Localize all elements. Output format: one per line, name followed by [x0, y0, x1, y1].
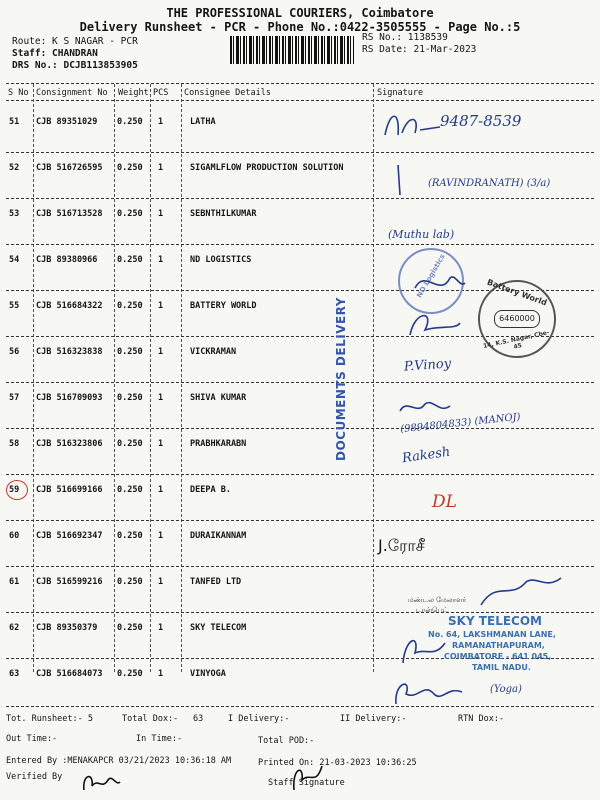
total-dox-label: Total Dox:-: [122, 714, 179, 724]
row-consignment: CJB 516599216: [36, 577, 103, 587]
row-consignee: SHIVA KUMAR: [190, 393, 247, 403]
route-label: Route: K S NAGAR - PCR: [12, 36, 138, 47]
row-weight: 0.250: [117, 577, 143, 587]
row-consignee: VICKRAMAN: [190, 347, 237, 357]
row-consignee: ND LOGISTICS: [190, 255, 252, 265]
signature-scribble: [400, 305, 470, 340]
row-weight: 0.250: [117, 301, 143, 311]
col-sno: S No: [8, 88, 29, 98]
row-consignment: CJB 516713528: [36, 209, 103, 219]
col-consignee: Consignee Details: [184, 88, 271, 98]
row-sno: 51: [9, 117, 20, 127]
row-consignee: TANFED LTD: [190, 577, 242, 587]
signature-scribble: [395, 396, 455, 420]
row-consignee: SKY TELECOM: [190, 623, 247, 633]
signature-scribble: [286, 760, 326, 796]
row-weight: 0.250: [117, 209, 143, 219]
row-consignment: CJB 89351029: [36, 117, 98, 127]
row-sno: 54: [9, 255, 20, 265]
row-sno: 63: [9, 669, 20, 679]
row-pcs: 1: [158, 485, 164, 495]
row-weight: 0.250: [117, 255, 143, 265]
handwritten-phone: 9487-8539: [440, 112, 522, 130]
row-sno: 60: [9, 531, 20, 541]
row-consignee: SIGAMLFLOW PRODUCTION SOLUTION: [190, 163, 344, 173]
handwritten-phone: (9894804833) (MANOJ): [399, 411, 522, 436]
signature-scribble: [476, 570, 566, 610]
signature-scribble: [388, 672, 468, 708]
ii-delivery: II Delivery:-: [340, 714, 407, 724]
row-weight: 0.250: [117, 347, 143, 357]
row-consignment: CJB 516323806: [36, 439, 103, 449]
sky-telecom-stamp-line: TAMIL NADU.: [472, 663, 531, 672]
sky-telecom-stamp-line: RAMANATHAPURAM,: [452, 641, 545, 650]
row-sno: 58: [9, 439, 20, 449]
row-sno: 53: [9, 209, 20, 219]
verified-by: Verified By: [6, 772, 63, 782]
row-weight: 0.250: [117, 117, 143, 127]
row-sno: 52: [9, 163, 20, 173]
handwritten-name: (RAVINDRANATH) (3/a): [428, 178, 551, 189]
row-consignment: CJB 516709093: [36, 393, 103, 403]
total-runsheet: Tot. Runsheet:- 5: [6, 714, 93, 724]
row-consignment: CJB 516323838: [36, 347, 103, 357]
documents-delivery-stamp: DOCUMENTS DELIVERY: [334, 297, 348, 461]
tanfed-stamp-line1: மண்டல மேலாளர்: [408, 596, 467, 604]
handwritten-name: (Muthu lab): [388, 228, 455, 241]
rs-number: RS No.: 1138539: [362, 32, 448, 43]
handwritten-name: (Yoga): [490, 684, 522, 695]
handwritten-name: J.ராேசீ: [378, 536, 425, 555]
rs-date: RS Date: 21-Mar-2023: [362, 44, 477, 55]
table-row: [0, 439, 600, 485]
nd-logistics-stamp: ND Logistics: [398, 248, 464, 314]
row-sno: 62: [9, 623, 20, 633]
col-pcs: PCS: [153, 88, 169, 98]
tanfed-stamp-line2: டான்பெட்: [416, 606, 449, 614]
handwritten-name: Rakesh: [401, 444, 452, 467]
row-weight: 0.250: [117, 439, 143, 449]
row-consignment: CJB 516684322: [36, 301, 103, 311]
signature-scribble: [395, 628, 455, 668]
row-pcs: 1: [158, 577, 164, 587]
row-consignee: PRABHKARABN: [190, 439, 247, 449]
row-consignee: SEBNTHILKUMAR: [190, 209, 257, 219]
sky-telecom-stamp-title: SKY TELECOM: [448, 614, 542, 628]
in-time: In Time:-: [136, 734, 183, 744]
row-pcs: 1: [158, 347, 164, 357]
row-pcs: 1: [158, 117, 164, 127]
signature-scribble: [78, 768, 124, 796]
row-sno: 59: [9, 485, 20, 495]
table-row: [0, 209, 600, 255]
signature-scribble: [410, 268, 470, 298]
row-pcs: 1: [158, 623, 164, 633]
row-pcs: 1: [158, 531, 164, 541]
row-weight: 0.250: [117, 669, 143, 679]
table-row: [0, 485, 600, 531]
row-weight: 0.250: [117, 485, 143, 495]
drs-number: DRS No.: DCJB113853905: [12, 60, 138, 71]
row-sno: 61: [9, 577, 20, 587]
row-consignee: DEEPA B.: [190, 485, 231, 495]
runsheet-title: Delivery Runsheet - PCR - Phone No.:0422-3505555 - Page No.:5: [79, 20, 521, 34]
row-consignee: BATTERY WORLD: [190, 301, 257, 311]
row-consignment: CJB 516692347: [36, 531, 103, 541]
row-pcs: 1: [158, 209, 164, 219]
col-weight: Weight: [118, 88, 149, 98]
handwritten-name: P.Vinoy: [403, 356, 452, 375]
row-consignment: CJB 89350379: [36, 623, 98, 633]
signature-scribble: [390, 160, 430, 200]
row-pcs: 1: [158, 669, 164, 679]
staff-signature: Staff Signature: [268, 778, 345, 788]
row-pcs: 1: [158, 163, 164, 173]
sky-telecom-stamp-line: No. 64, LAKSHMANAN LANE,: [428, 630, 556, 639]
staff-label: Staff: CHANDRAN: [12, 48, 98, 59]
handwritten-initials: DL: [432, 492, 457, 512]
row-weight: 0.250: [117, 531, 143, 541]
i-delivery: I Delivery:-: [228, 714, 290, 724]
total-dox-value: 63: [193, 714, 204, 724]
sky-telecom-stamp-line: COIMBATORE - 641 045,: [444, 652, 552, 661]
row-pcs: 1: [158, 393, 164, 403]
col-signature: Signature: [377, 88, 424, 98]
row-consignee: DURAIKANNAM: [190, 531, 247, 541]
entered-by: Entered By :MENAKAPCR 03/21/2023 10:36:18 AM: [6, 756, 232, 766]
row-sno: 57: [9, 393, 20, 403]
row-consignment: CJB 516684073: [36, 669, 103, 679]
row-pcs: 1: [158, 255, 164, 265]
col-consignment: Consignment No: [36, 88, 108, 98]
row-weight: 0.250: [117, 393, 143, 403]
row-consignee: LATHA: [190, 117, 216, 127]
rtn-dox: RTN Dox:-: [458, 714, 505, 724]
row-sno: 55: [9, 301, 20, 311]
row-consignment: CJB 89380966: [36, 255, 98, 265]
row-pcs: 1: [158, 439, 164, 449]
barcode: [230, 36, 354, 64]
row-sno: 56: [9, 347, 20, 357]
row-consignment: CJB 516699166: [36, 485, 103, 495]
out-time: Out Time:-: [6, 734, 58, 744]
row-weight: 0.250: [117, 623, 143, 633]
company-title: THE PROFESSIONAL COURIERS, Coimbatore: [166, 6, 434, 20]
total-pod: Total POD:-: [258, 736, 315, 746]
row-pcs: 1: [158, 301, 164, 311]
battery-world-stamp: Battery World 6460000 14, K.S. Nagar, Cbe-45: [478, 280, 556, 358]
row-weight: 0.250: [117, 163, 143, 173]
printed-on: Printed On: 21-03-2023 10:36:25: [258, 758, 417, 768]
row-consignee: VINYOGA: [190, 669, 226, 679]
row-consignment: CJB 516726595: [36, 163, 103, 173]
